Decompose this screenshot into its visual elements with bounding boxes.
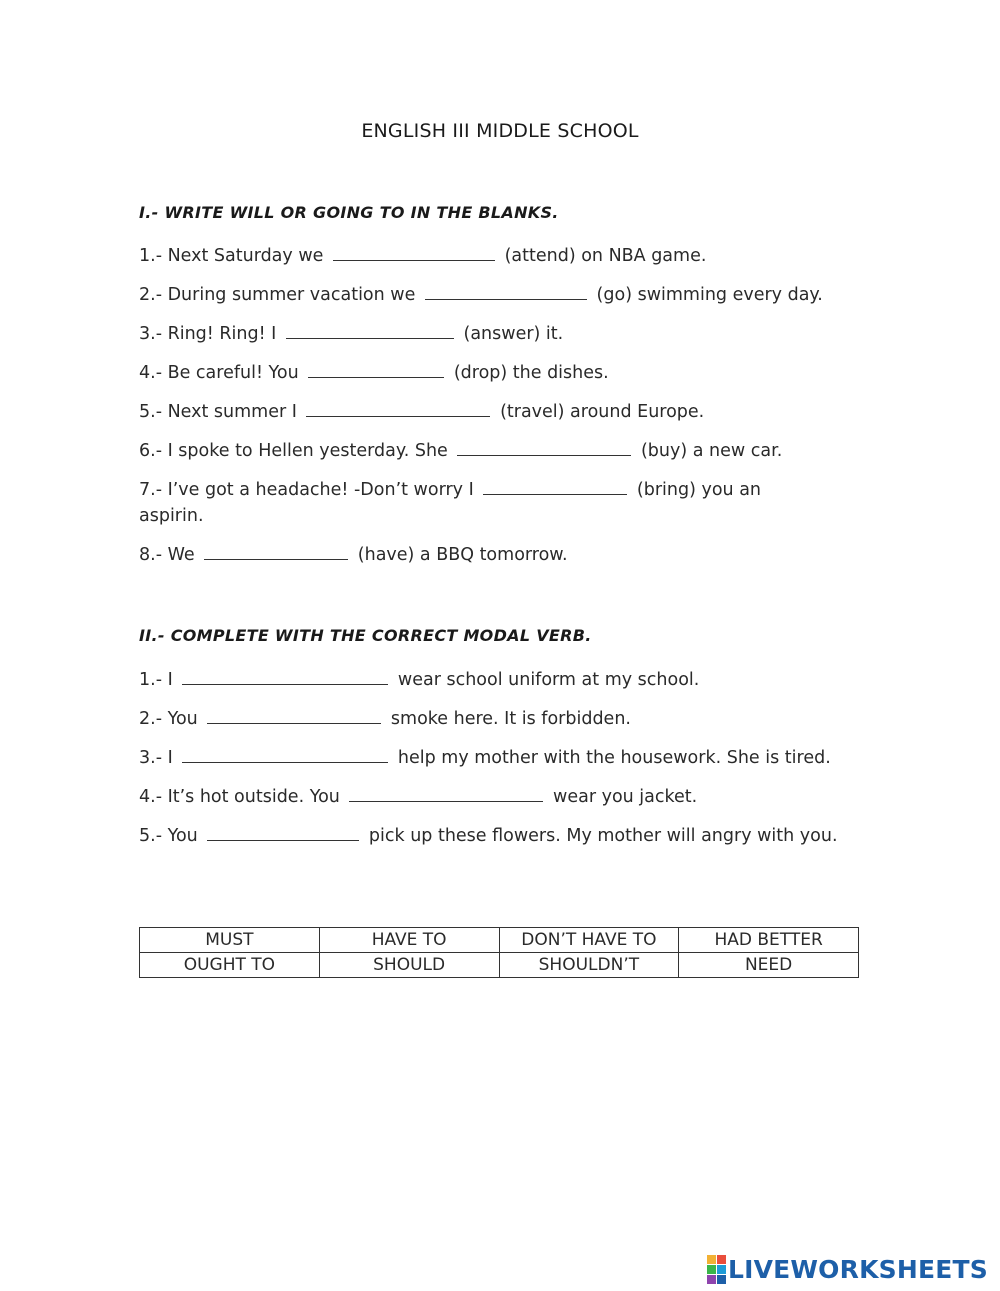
- section-1-heading: I.- WRITE WILL OR GOING TO IN THE BLANKS.: [139, 203, 559, 222]
- s1-item-3: [139, 321, 869, 347]
- s1-item-4-blank[interactable]: [308, 362, 444, 378]
- s1-item-1: [139, 243, 869, 269]
- s1-item-5-blank[interactable]: [306, 401, 490, 417]
- modal-verbs-table: [139, 927, 859, 978]
- s1-item-7-hint: (bring) you an aspirin.: [139, 480, 762, 526]
- table-cell: NEED: [679, 953, 859, 978]
- s1-item-4: [139, 360, 869, 386]
- s2-item-2-text: 2.- You: [139, 709, 198, 729]
- s2-item-2: [139, 706, 869, 732]
- table-cell: MUST: [140, 928, 320, 953]
- s2-item-3-text: 3.- I: [139, 748, 173, 768]
- s2-item-1-rest: wear school uniform at my school.: [397, 670, 700, 690]
- s2-item-3-rest: help my mother with the housework. She is tired.: [397, 748, 831, 768]
- s2-item-3: [139, 745, 869, 771]
- page-title: ENGLISH III MIDDLE SCHOOL: [361, 120, 639, 142]
- s1-item-7: [139, 477, 829, 529]
- table-row: [140, 928, 859, 953]
- s1-item-7-blank[interactable]: [483, 479, 627, 495]
- s1-item-5-text: 5.- Next summer I: [139, 402, 297, 422]
- table-cell: SHOULD: [319, 953, 499, 978]
- table-cell: HAD BETTER: [679, 928, 859, 953]
- s1-item-2-blank[interactable]: [425, 284, 587, 300]
- s1-item-2: [139, 282, 869, 308]
- table-row: [140, 953, 859, 978]
- s2-item-5-blank[interactable]: [207, 825, 359, 841]
- s1-item-4-text: 4.- Be careful! You: [139, 363, 299, 383]
- s1-item-2-text: 2.- During summer vacation we: [139, 285, 416, 305]
- s2-item-5: [139, 823, 839, 849]
- s1-item-8-text: 8.- We: [139, 545, 195, 565]
- s2-item-1-text: 1.- I: [139, 670, 173, 690]
- s2-item-1: [139, 667, 869, 693]
- s1-item-7-text: 7.- I’ve got a headache! -Don’t worry I: [139, 480, 474, 500]
- s2-item-5-rest: pick up these flowers. My mother will angry with you.: [368, 826, 838, 846]
- s1-item-1-hint: (attend) on NBA game.: [504, 246, 707, 266]
- table-cell: HAVE TO: [319, 928, 499, 953]
- s2-item-3-blank[interactable]: [182, 747, 388, 763]
- s2-item-2-blank[interactable]: [207, 708, 381, 724]
- s2-item-4-blank[interactable]: [349, 786, 543, 802]
- s1-item-8: [139, 542, 869, 568]
- s2-item-5-text: 5.- You: [139, 826, 198, 846]
- section-2-heading: II.- COMPLETE WITH THE CORRECT MODAL VERB.: [139, 626, 592, 645]
- table-cell: SHOULDN’T: [499, 953, 679, 978]
- s1-item-8-blank[interactable]: [204, 544, 348, 560]
- liveworksheets-logo: [707, 1254, 988, 1284]
- s1-item-3-hint: (answer) it.: [463, 324, 564, 344]
- s1-item-6-text: 6.- I spoke to Hellen yesterday. She: [139, 441, 448, 461]
- s2-item-4-rest: wear you jacket.: [553, 787, 698, 807]
- s1-item-4-hint: (drop) the dishes.: [453, 363, 609, 383]
- s1-item-8-hint: (have) a BBQ tomorrow.: [357, 545, 568, 565]
- logo-text: LIVEWORKSHEETS: [727, 1254, 988, 1284]
- s1-item-5-hint: (travel) around Europe.: [500, 402, 705, 422]
- s1-item-3-text: 3.- Ring! Ring! I: [139, 324, 277, 344]
- s1-item-6-hint: (buy) a new car.: [640, 441, 783, 461]
- logo-mark-icon: [707, 1255, 726, 1284]
- s1-item-6-blank[interactable]: [457, 440, 631, 456]
- s1-item-2-hint: (go) swimming every day.: [596, 285, 823, 305]
- s1-item-5: [139, 399, 869, 425]
- s2-item-4: [139, 784, 869, 810]
- s1-item-3-blank[interactable]: [286, 323, 454, 339]
- s2-item-1-blank[interactable]: [182, 669, 388, 685]
- s1-item-6: [139, 438, 869, 464]
- s1-item-1-blank[interactable]: [333, 245, 495, 261]
- s1-item-1-text: 1.- Next Saturday we: [139, 246, 324, 266]
- table-cell: DON’T HAVE TO: [499, 928, 679, 953]
- s2-item-4-text: 4.- It’s hot outside. You: [139, 787, 340, 807]
- table-cell: OUGHT TO: [140, 953, 320, 978]
- s2-item-2-rest: smoke here. It is forbidden.: [390, 709, 631, 729]
